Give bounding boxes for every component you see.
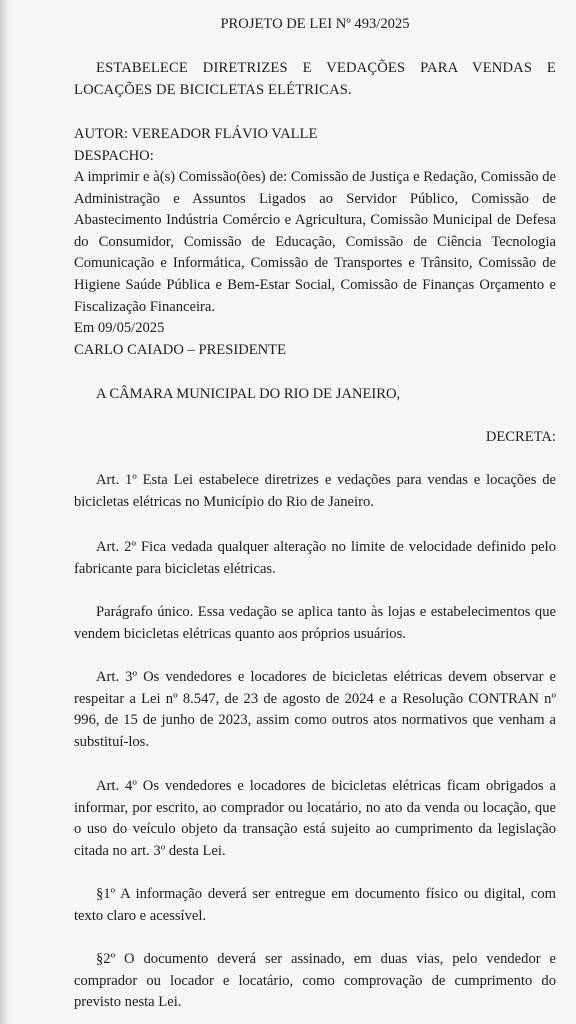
article-2: Art. 2º Fica vedada qualquer alteração no limite de velocidade definido pelo fabricante para bicicletas elétricas. [74,539,556,577]
article-2-paragraph: Parágrafo único. Essa vedação se aplica tanto às lojas e estabelecimentos que vendem bicicletas elétricas quanto aos próprios usuários. [74,604,556,642]
despacho-label: DESPACHO: [74,148,154,164]
despacho-date: Em 09/05/2025 [74,320,165,336]
page-edge-shadow [0,0,8,1024]
president-line: CARLO CAIADO – PRESIDENTE [74,342,287,358]
article-4: Art. 4º Os vendedores e locadores de bicicletas elétricas ficam obrigados a informar, por escrito, ao comprador ou locatário, no ato da venda ou locação, que o uso do veículo objeto da transação está sujeito ao cumprimento da legislação citada no art. 3º desta Lei. [74,778,556,859]
article-4-paragraph-1: §1º A informação deverá ser entregue em documento físico ou digital, com texto claro e acessível. [74,886,556,924]
despacho-text: A imprimir e à(s) Comissão(ões) de: Comissão de Justiça e Redação, Comissão de Administração e Assuntos Ligados ao Servidor Público, Comissão de Abastecimento Indústria Comércio e Agricultura, Comissão Municipal de Defesa do Consumidor, Comissão de Educação, Comissão de Ciência Tecnologia Comunicação e Informática, Comissão de Transportes e Trânsito, Comissão de Higiene Saúde Pública e Bem-Estar Social, Comissão de Finanças Orçamento e Fiscalização Financeira. [74,169,556,315]
bill-ementa: ESTABELECE DIRETRIZES E VEDAÇÕES PARA VENDAS E LOCAÇÕES DE BICICLETAS ELÉTRICAS. [74,60,556,98]
bill-title: PROJETO DE LEI Nº 493/2025 [220,16,410,32]
decreta-line: DECRETA: [485,429,556,445]
author-line: AUTOR: VEREADOR FLÁVIO VALLE [74,126,318,142]
article-1: Art. 1º Esta Lei estabelece diretrizes e vedações para vendas e locações de bicicletas elétricas no Município do Rio de Janeiro. [74,472,556,510]
article-4-paragraph-2: §2º O documento deverá ser assinado, em duas vias, pelo vendedor e comprador ou locador e locatário, como comprovação de cumprimento do previsto nesta Lei. [74,951,556,1011]
preamble: A CÂMARA MUNICIPAL DO RIO DE JANEIRO, [96,386,401,402]
article-3: Art. 3º Os vendedores e locadores de bicicletas elétricas devem observar e respeitar a Lei nº 8.547, de 23 de agosto de 2024 e a Resolução CONTRAN nº 996, de 15 de junho de 2023, assim como outros atos normativos que venham a substituí-los. [74,669,556,750]
